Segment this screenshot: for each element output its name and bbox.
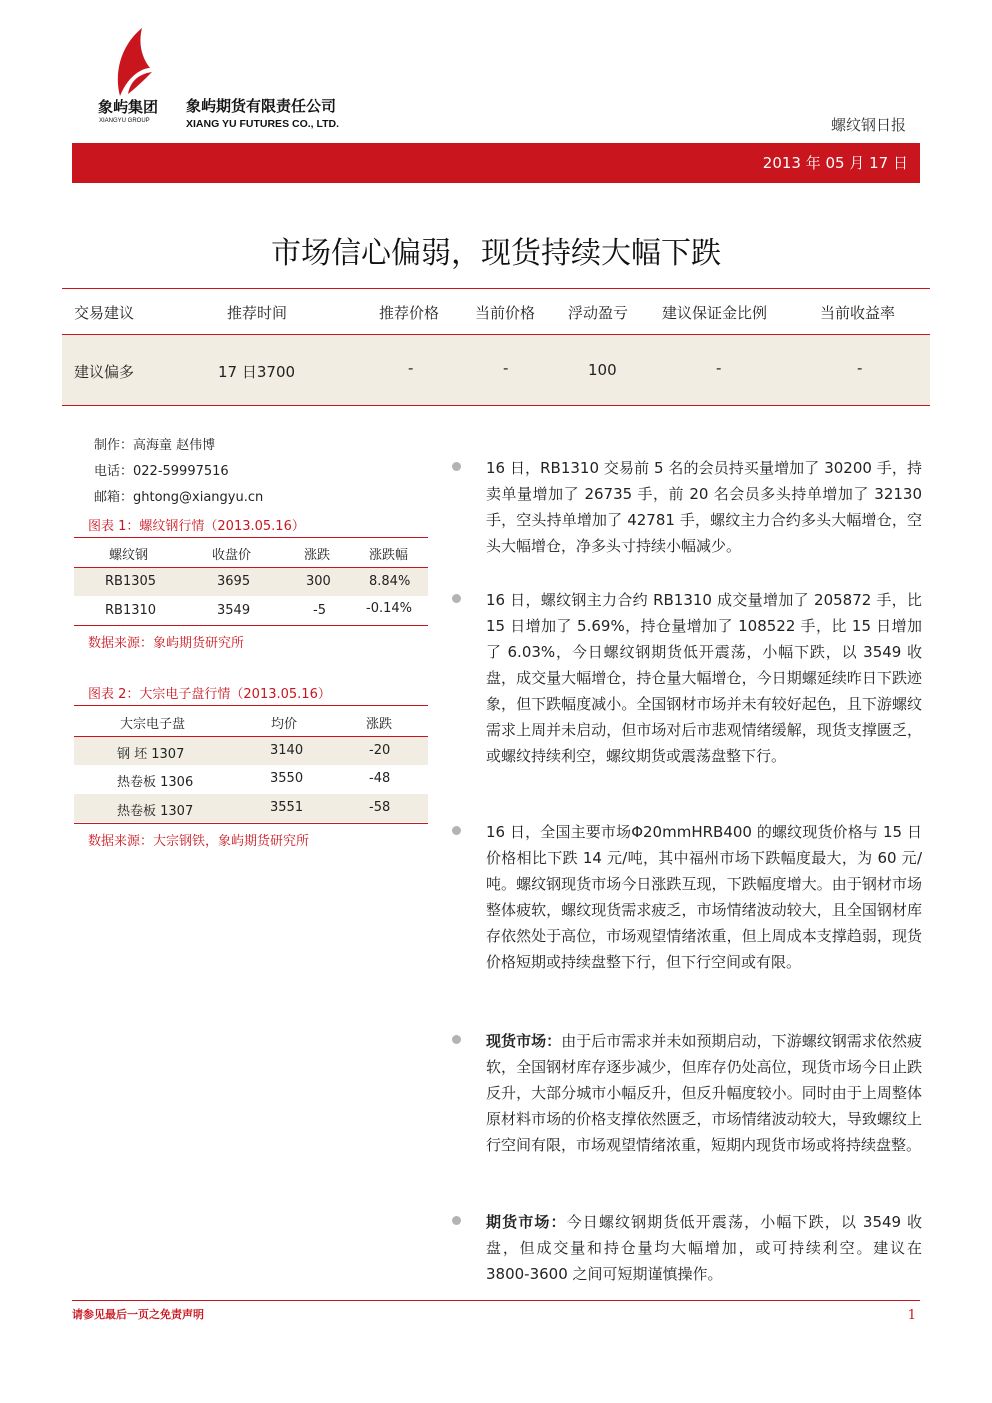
table1-cell: -0.14%	[366, 601, 412, 616]
company-name-en: XIANG YU FUTURES CO., LTD.	[186, 118, 340, 130]
rec-cell: 17 日3700	[218, 363, 296, 381]
paragraph-label: 现货市场：	[486, 1032, 562, 1050]
page-title: 市场信心偏弱，现货持续大幅下跌	[271, 236, 721, 271]
email-line: 邮箱：ghtong@xiangyu.cn	[94, 490, 264, 505]
logo-text-en: XIANGYU GROUP	[99, 118, 150, 124]
rec-header-cell: 交易建议	[74, 304, 135, 322]
rec-cell: -	[857, 359, 863, 377]
table1-cell: 3549	[217, 603, 251, 618]
bullet-icon	[452, 826, 461, 835]
footer-divider	[72, 1300, 920, 1301]
table1-header-cell: 收盘价	[212, 548, 252, 563]
author-line: 制作：高海童 赵伟博	[94, 438, 216, 453]
paragraph-text: 今日螺纹钢期货低开震荡，小幅下跌，以 3549 收盘，但成交量和持仓量均大幅增加，或可持续利空。建议在 3800-3600 之间可短期谨慎操作。	[486, 1213, 922, 1283]
analysis-paragraph	[486, 587, 922, 769]
company-logo	[98, 24, 168, 124]
table1-cell: -5	[313, 603, 326, 618]
rec-header-cell: 浮动盈亏	[568, 304, 629, 322]
table2-cell: -58	[369, 800, 391, 815]
divider	[62, 405, 930, 406]
rec-cell: -	[503, 359, 509, 377]
rec-cell: 建议偏多	[74, 363, 135, 381]
report-type: 螺纹钢日报	[830, 116, 906, 134]
table1-title: 图表 1：螺纹钢行情（2013.05.16）	[88, 519, 305, 534]
rec-header-cell: 推荐时间	[227, 304, 288, 322]
analysis-paragraph	[486, 455, 922, 559]
table2-cell: 3550	[270, 771, 304, 786]
company-name-cn: 象屿期货有限责任公司	[186, 97, 337, 115]
table2-cell: -48	[369, 771, 391, 786]
table1-cell: 3695	[217, 574, 251, 589]
table1-header-cell: 涨跌	[304, 548, 331, 563]
disclaimer-note: 请参见最后一页之免责声明	[72, 1308, 204, 1321]
rec-header-cell: 推荐价格	[379, 304, 440, 322]
rec-header-cell: 当前价格	[475, 304, 536, 322]
table2-cell: 热卷板 1307	[117, 804, 194, 819]
paragraph-text: 16 日，全国主要市场Φ20mmHRB400 的螺纹现货价格与 15 日价格相比下跌 14 元/吨，其中福州市场下跌幅度最大，为 60 元/吨。螺纹钢现货市场今日涨跌互现，下跌幅度增大。由于钢材市场整体疲软，螺纹现货需求疲乏，市场情绪波动较大，且全国钢材库存依然处于高位，市场观望情绪浓重，但上周成本支撑趋弱，现货价格短期或持续盘整下行，但下行空间或有限。	[486, 823, 922, 971]
paragraph-text: 由于后市需求并未如预期启动，下游螺纹钢需求依然疲软，全国钢材库存逐步减少，但库存仍处高位，现货市场今日止跌反升，大部分城市小幅反升，但反升幅度较小。同时由于上周整体原材料市场的价格支撑依然匮乏，市场情绪波动较大，导致螺纹上行空间有限，市场观望情绪浓重，短期内现货市场或将持续盘整。	[486, 1032, 922, 1154]
rec-cell: -	[716, 359, 722, 377]
bullet-icon	[452, 462, 461, 471]
table2-cell: 钢 坯 1307	[117, 747, 185, 762]
table2-header-cell: 大宗电子盘	[120, 717, 186, 732]
divider	[74, 537, 428, 538]
rec-header-cell: 当前收益率	[820, 304, 896, 322]
table2-cell: -20	[369, 743, 391, 758]
table2-cell: 热卷板 1306	[117, 775, 194, 790]
table2-cell: 3140	[270, 743, 304, 758]
table2-cell: 3551	[270, 800, 304, 815]
bullet-icon	[452, 1216, 461, 1225]
phone-line: 电话：022-59997516	[94, 464, 229, 479]
divider	[74, 625, 428, 626]
page-number: 1	[907, 1308, 916, 1323]
paragraph-label: 期货市场：	[486, 1213, 567, 1231]
report-date: 2013 年 05 月 17 日	[762, 154, 908, 172]
paragraph-text: 16 日，螺纹钢主力合约 RB1310 成交量增加了 205872 手，比 15 日增加了 5.69%，持仓量增加了 108522 手，比 15 日增加了 6.03%，今日螺纹钢期货低开震荡，小幅下跌，以 3549 收盘，成交量大幅增仓，持仓量大幅增仓，今日期螺延续昨日下跌迹象，但下跌幅度减小。全国钢材市场并未有较好起色，且下游螺纹需求上周并未启动，但市场对后市悲观情绪缓解，现货支撑匮乏，或螺纹持续利空，螺纹期货或震荡盘整下行。	[486, 591, 922, 765]
logo-text-cn: 象屿集团	[98, 98, 159, 116]
table1-cell: RB1305	[105, 574, 157, 589]
table2-title: 图表 2：大宗电子盘行情（2013.05.16）	[88, 687, 331, 702]
rec-cell: -	[408, 359, 414, 377]
recommendation-header	[62, 290, 930, 334]
rec-cell: 100	[588, 361, 617, 379]
analysis-paragraph	[486, 1209, 922, 1287]
table1-cell: 300	[306, 574, 331, 589]
bullet-icon	[452, 1035, 461, 1044]
rec-header-cell: 建议保证金比例	[662, 304, 768, 322]
table1-header-cell: 涨跌幅	[369, 548, 409, 563]
analysis-paragraph	[486, 819, 922, 975]
table1-header-cell: 螺纹钢	[109, 548, 149, 563]
analysis-paragraph	[486, 1028, 922, 1158]
table1-cell: 8.84%	[369, 574, 411, 589]
table2-header-cell: 均价	[271, 717, 298, 732]
divider	[74, 705, 428, 706]
divider	[62, 288, 930, 289]
recommendation-row	[62, 335, 930, 405]
paragraph-text: 16 日，RB1310 交易前 5 名的会员持买量增加了 30200 手，持卖单量增加了 26735 手，前 20 名会员多头持单增加了 32130 手，空头持单增加了 42781 手，螺纹主力合约多头大幅增仓，空头大幅增仓，净多头寸持续小幅减少。	[486, 459, 922, 555]
table2-header-cell: 涨跌	[366, 717, 393, 732]
table2-source: 数据来源：大宗钢铁，象屿期货研究所	[88, 834, 310, 849]
bullet-icon	[452, 594, 461, 603]
divider	[74, 823, 428, 824]
table1-source: 数据来源：象屿期货研究所	[88, 636, 245, 651]
table1-cell: RB1310	[105, 603, 157, 618]
